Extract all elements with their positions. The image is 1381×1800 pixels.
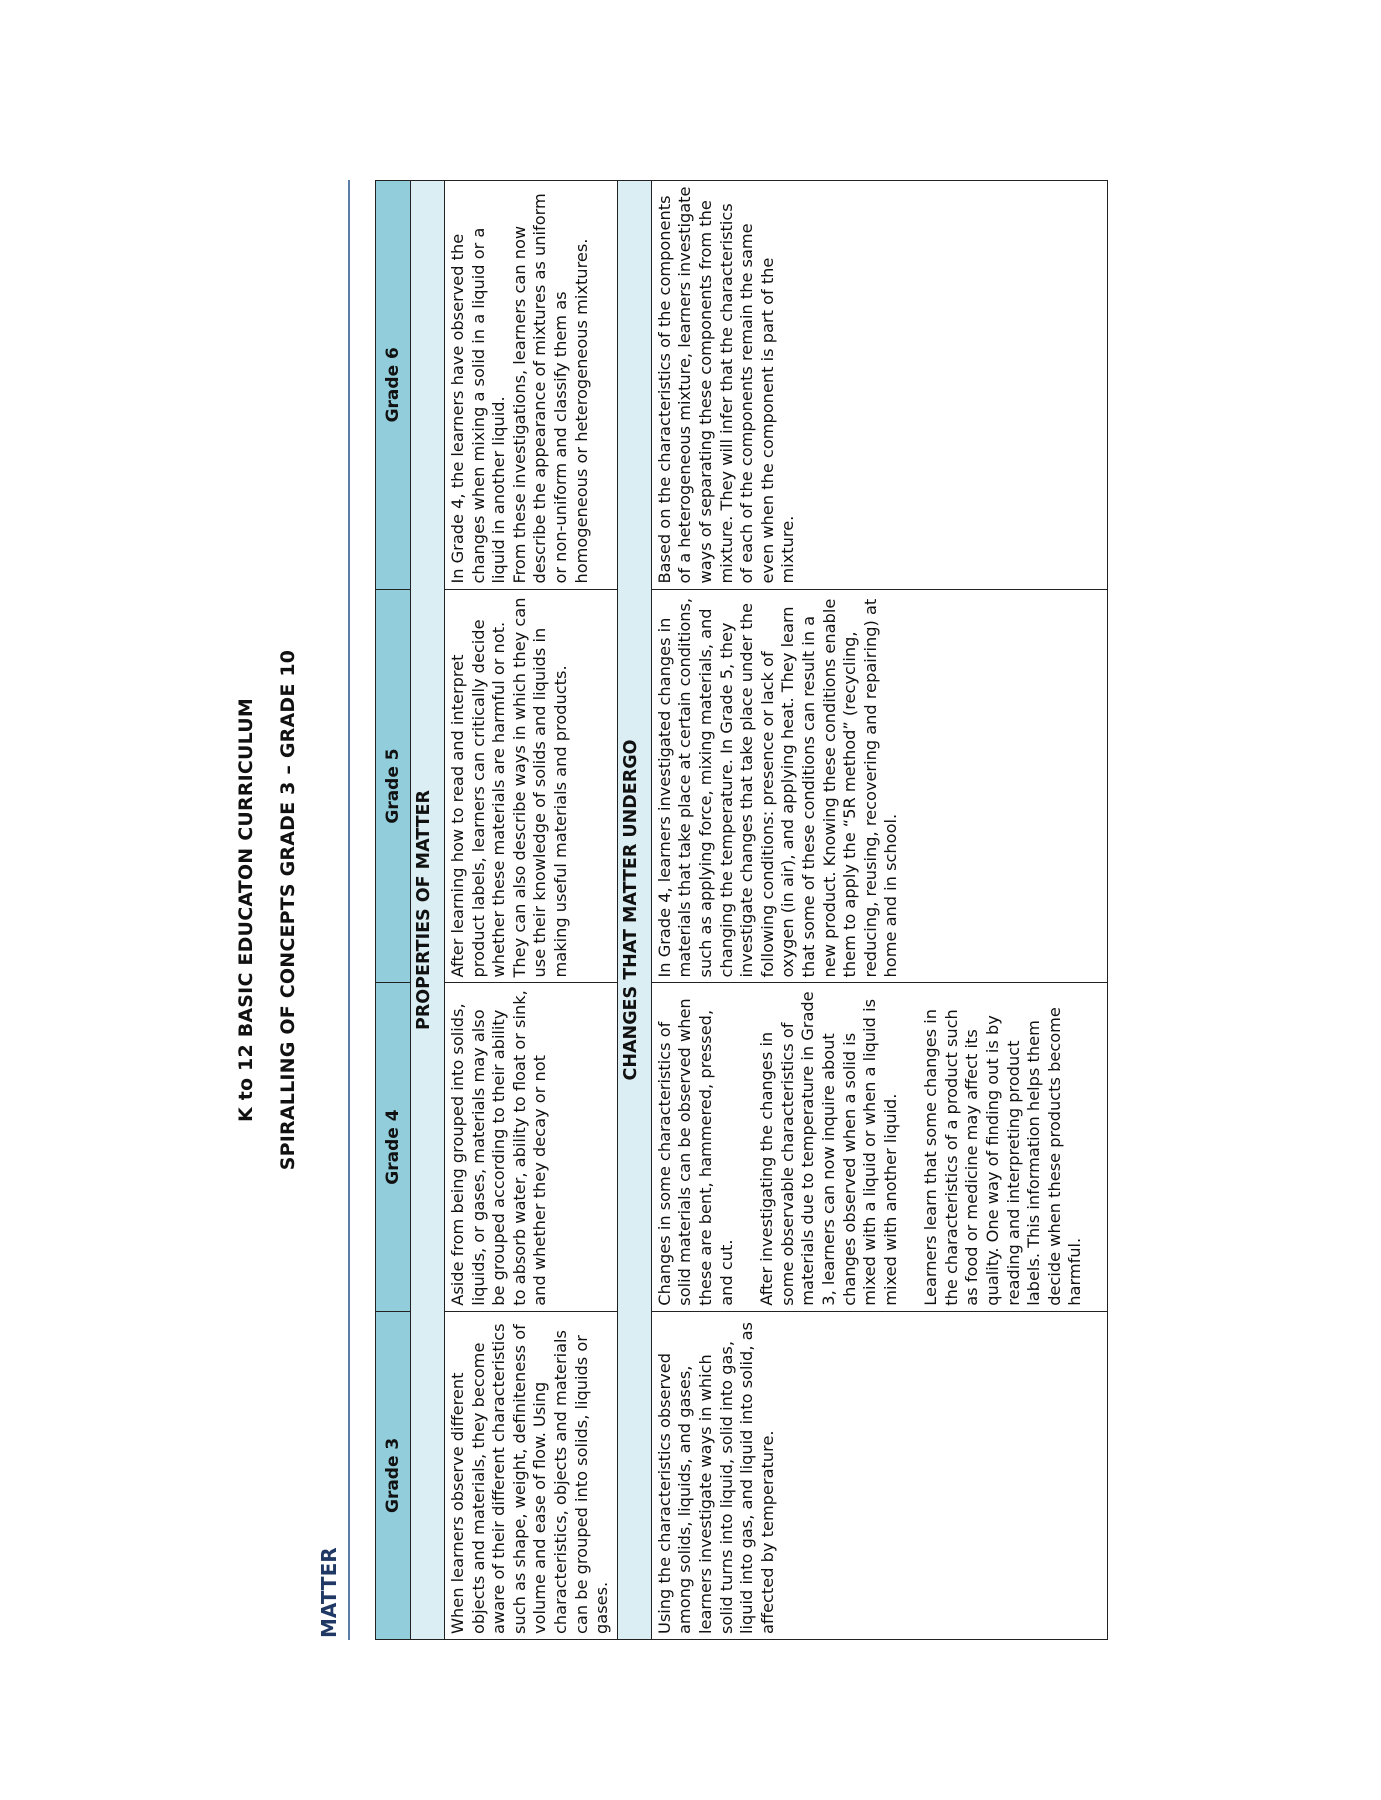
rotated-page [235, 180, 1335, 1640]
cell-text: From these investigations, learners can now describe the appearance of mixtures as uniform or non-uniform and classify them as homogeneous or heterogeneous mixtures. [509, 193, 591, 584]
cell-text: Based on the characteristics of the components of a heterogeneous mixture, learners investigate ways of separating these components from the mixture. They will infer that the characteristics of each of the components remain the same even when the component is part of the mixture. [654, 186, 798, 584]
table-row [651, 181, 1107, 1640]
document-title: K to 12 BASIC EDUCATON CURRICULUM [235, 697, 257, 1123]
spiralling-table [375, 180, 1108, 1640]
cell-properties-grade-6 [445, 181, 618, 590]
section-heading: MATTER [317, 1547, 341, 1638]
header-row [376, 181, 411, 1640]
cell-text: When learners observe different objects and materials, they become aware of their different characteristics such as shape, weight, definiteness of volume and ease of flow. Using characteristics, objects and materials can be grouped into solids, liquids or gases. [448, 1323, 612, 1634]
section-row-properties [411, 181, 445, 1640]
heading-rule [348, 180, 350, 1640]
cell-changes-grade-6 [651, 181, 1107, 590]
cell-properties-grade-5 [445, 589, 618, 983]
cell-changes-grade-3 [651, 1311, 1107, 1639]
cell-text: Using the characteristics observed among solids, liquids, and gases, learners investigate ways in which solid turns into liquid, solid into gas, liquid into gas, and liquid into solid, as affected by temperature. [654, 1322, 777, 1634]
cell-text: After investigating the changes in some observable characteristics of materials due to temperature in Grade 3, learners can now inquire about changes observed when a solid is mixed with a liquid or when a liquid is mixed with another liquid. [757, 991, 900, 1306]
table-row [445, 181, 618, 1640]
cell-text: After learning how to read and interpret product labels, learners can critically decide whether these materials are harmful or not. They can also describe ways in which they can use their knowledge of solids and liquids in making useful materials and products. [448, 597, 570, 978]
cell-properties-grade-4 [445, 983, 618, 1311]
section-title: PROPERTIES OF MATTER [411, 181, 445, 1640]
cell-text: Learners learn that some changes in the characteristics of a product such as food or medicine may affect its quality. One way of finding out is by reading and interpreting product labels. This information helps them decide when these products become harmful. [921, 1007, 1085, 1306]
cell-properties-grade-3 [445, 1311, 618, 1639]
cell-text: In Grade 4, learners investigated changes in materials that take place at certain conditions, such as applying force, mixing materials, and changing the temperature. In Grade 5, they investigate changes that take place under the following conditions: presence or lack of oxygen (in air), and applying heat. They learn that some of these conditions can result in a new product. Knowing these conditions enable them to apply the “5R method” (recycling, reducing, reusing, recovering and repairing) at home and in school. [654, 597, 901, 978]
column-header-grade-4: Grade 4 [376, 983, 411, 1311]
cell-text: Changes in some characteristics of solid materials can be observed when these are bent, hammered, pressed, and cut. [654, 998, 736, 1306]
document-subtitle: SPIRALLING OF CONCEPTS GRADE 3 – GRADE 10 [277, 649, 299, 1171]
section-row-changes [617, 181, 651, 1640]
column-header-grade-5: Grade 5 [376, 589, 411, 983]
column-header-grade-6: Grade 6 [376, 181, 411, 590]
cell-changes-grade-4 [651, 983, 1107, 1311]
cell-text: In Grade 4, the learners have observed the changes when mixing a solid in a liquid or a liquid in another liquid. [448, 227, 509, 584]
cell-text: Aside from being grouped into solids, liquids, or gases, materials may also be grouped according to their ability to absorb water, ability to float or sink, and whether they decay or not [448, 990, 550, 1306]
section-title: CHANGES THAT MATTER UNDERGO [617, 181, 651, 1640]
column-header-grade-3: Grade 3 [376, 1311, 411, 1639]
cell-changes-grade-5 [651, 589, 1107, 983]
